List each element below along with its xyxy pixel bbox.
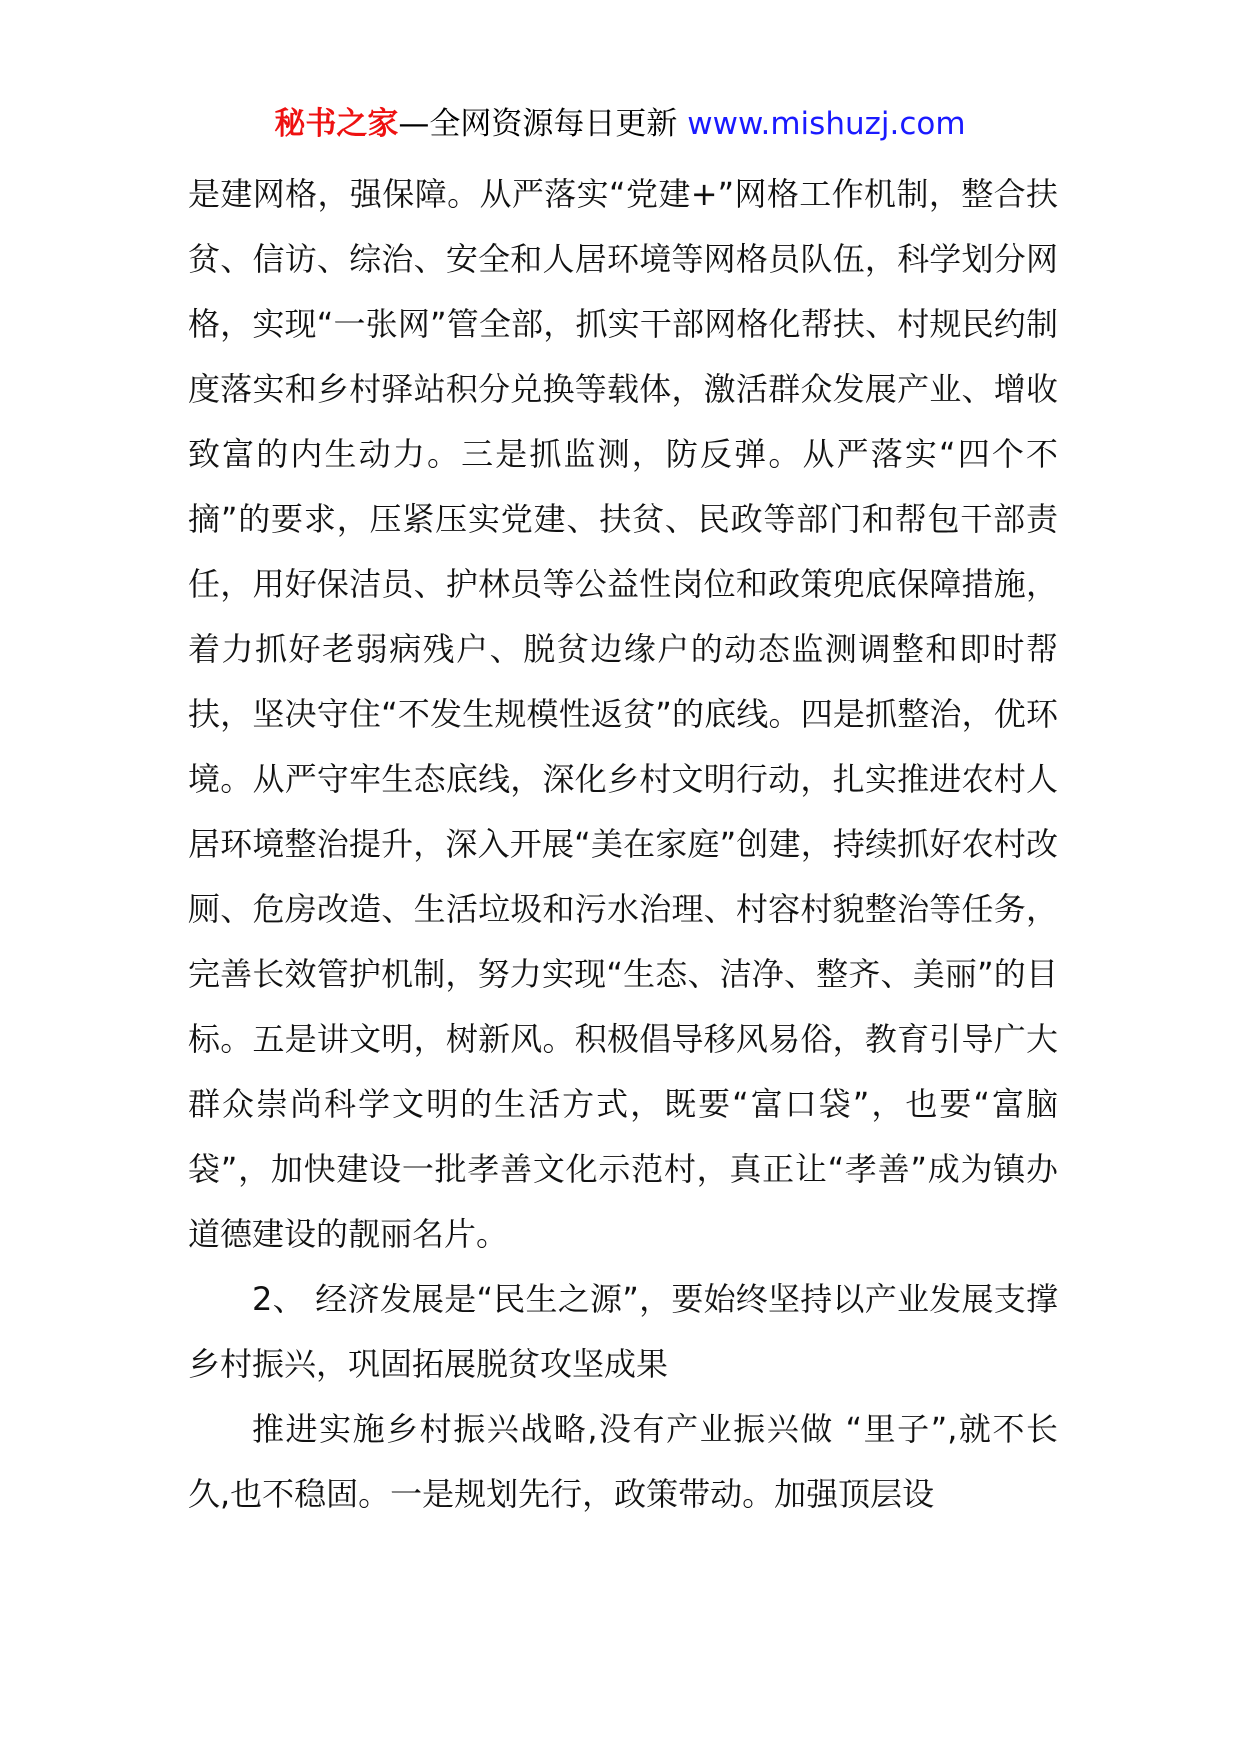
header-brand: 秘书之家 [274,106,399,142]
body-paragraph-1: 是建网格，强保障。从严落实“党建+”网格工作机制，整合扶贫、信访、综治、安全和人居环境等网格员队伍，科学划分网格，实现“一张网”管全部，抓实干部网格化帮扶、村规民约制度落实和乡村驿站积分兑换等载体，激活群众发展产业、增收致富的内生动力。三是抓监测，防反弹。从严落实“四个不摘”的要求，压紧压实党建、扶贫、民政等部门和帮包干部责任，用好保洁员、护林员等公益性岗位和政策兜底保障措施，着力抓好老弱病残户、脱贫边缘户的动态监测调整和即时帮扶，坚决守住“不发生规模性返贫”的底线。四是抓整治，优环境。从严守牢生态底线，深化乡村文明行动，扎实推进农村人居环境整治提升，深入开展“美在家庭”创建，持续抓好农村改厕、危房改造、生活垃圾和污水治理、村容村貌整治等任务，完善长效管护机制，努力实现“生态、洁净、整齐、美丽”的目标。五是讲文明，树新风。积极倡导移风易俗，教育引导广大群众崇尚科学文明的生活方式，既要“富口袋”，也要“富脑袋”，加快建设一批孝善文化示范村，真正让“孝善”成为镇办道德建设的靓丽名片。 [188,175,1058,1253]
body-paragraph-3: 推进实施乡村振兴战略,没有产业振兴做 “里子”,就不长久,也不稳固。一是规划先行，政策带动。加强顶层设 [188,1410,1058,1513]
site-header [0,104,1240,144]
document-body [188,162,1058,1527]
section-heading-2: 2、 经济发展是“民生之源”，要始终坚持以产业发展支撑乡村振兴，巩固拓展脱贫攻坚成果 [188,1280,1058,1383]
header-tagline: —全网资源每日更新 [398,106,678,142]
header-url-link[interactable]: www.mishuzj.com [687,106,966,142]
